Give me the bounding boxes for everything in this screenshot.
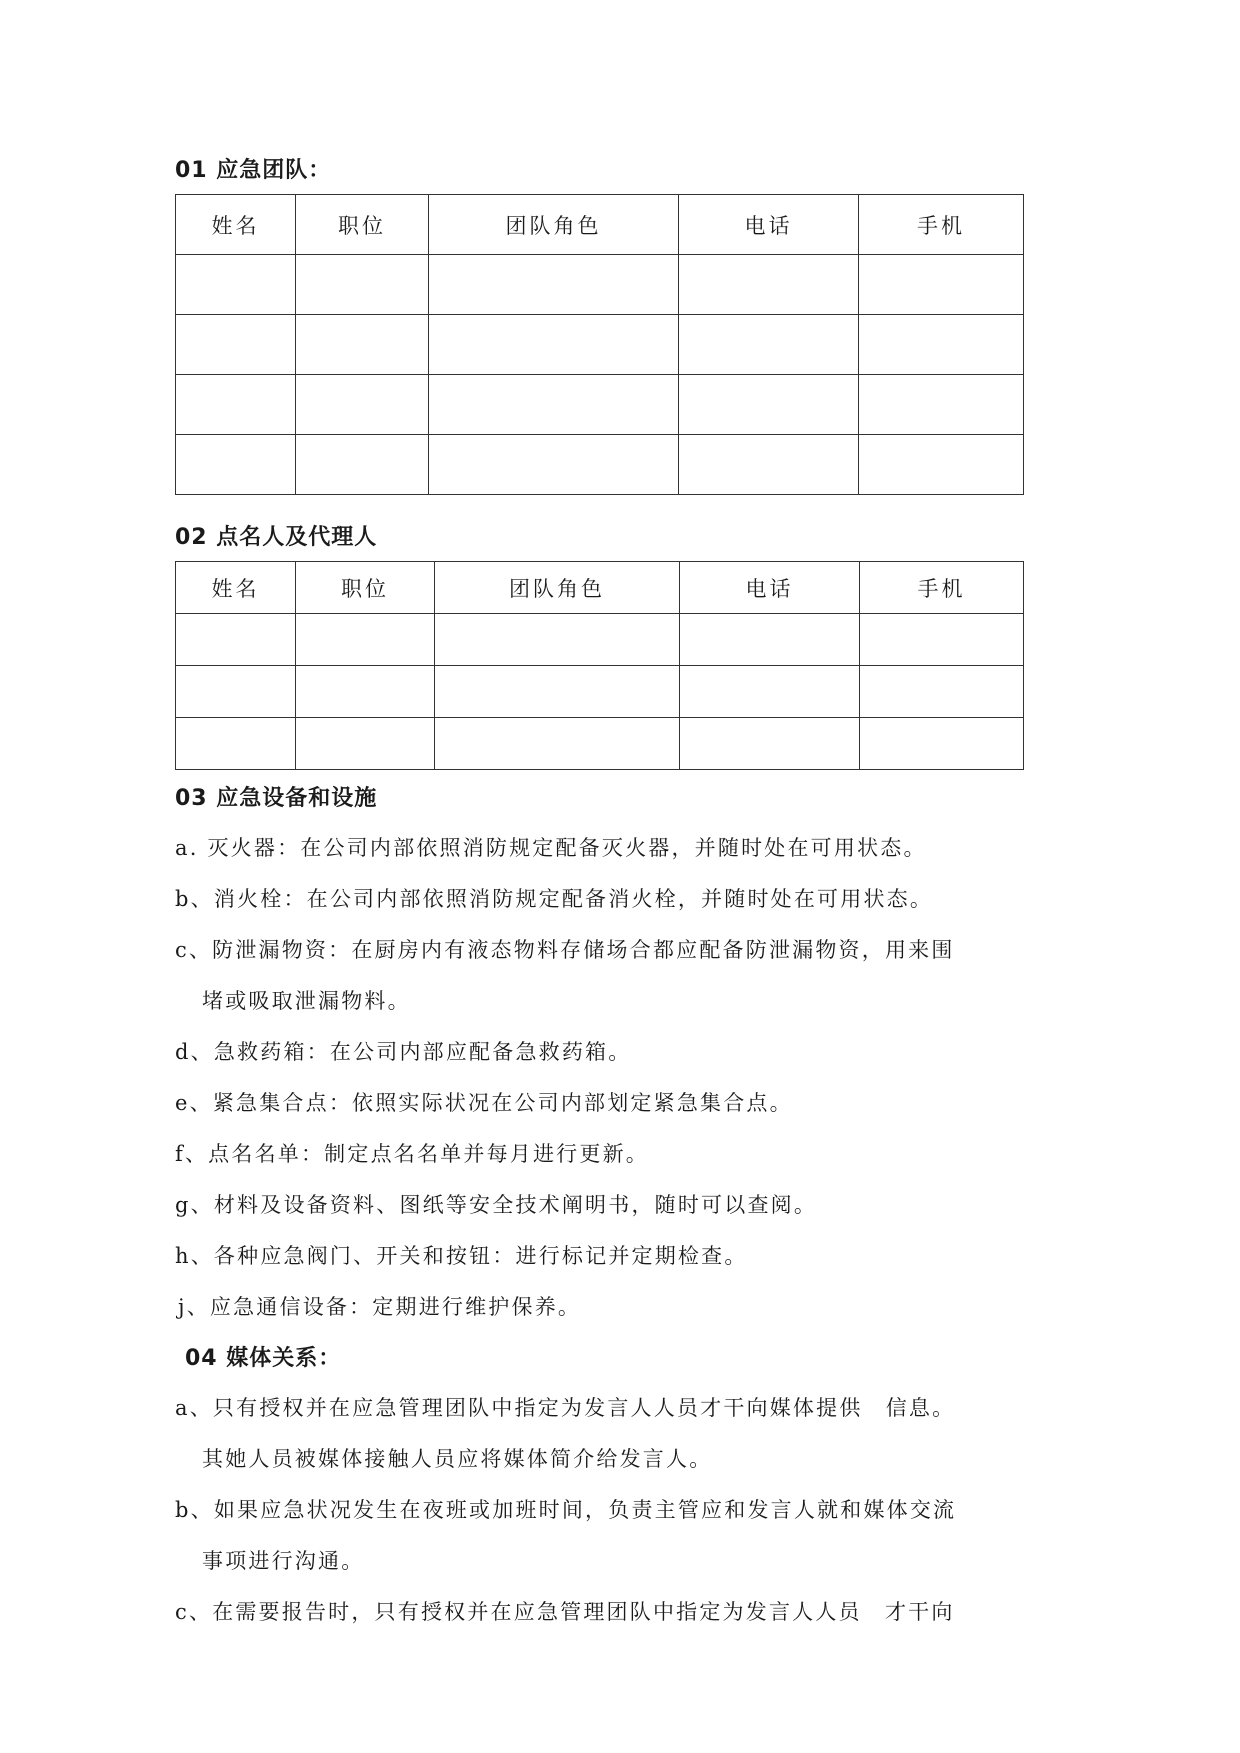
table-cell xyxy=(296,666,435,718)
header-mobile: 手机 xyxy=(860,562,1024,614)
media-item-a-cont: 其她人员被媒体接触人员应将媒体简介给发言人。 xyxy=(202,1447,713,1471)
equipment-item-c: c、防泄漏物资：在厨房内有液态物料存储场合都应配备防泄漏物资，用来围 xyxy=(175,938,955,962)
table-header-row xyxy=(176,562,1024,614)
table-cell xyxy=(435,718,680,770)
section-01-title: 01 应急团队： xyxy=(175,158,332,183)
table-cell xyxy=(429,435,679,495)
table-cell xyxy=(176,375,296,435)
table-row xyxy=(176,435,1024,495)
table-header-row xyxy=(176,195,1024,255)
table-row xyxy=(176,614,1024,666)
section-04-title: 04 媒体关系： xyxy=(185,1346,342,1371)
table-row xyxy=(176,718,1024,770)
roll-call-table xyxy=(175,561,1024,770)
header-mobile: 手机 xyxy=(859,195,1024,255)
table-cell xyxy=(296,375,429,435)
table-cell xyxy=(859,315,1024,375)
equipment-item-j: j、应急通信设备：定期进行维护保养。 xyxy=(178,1295,582,1319)
media-item-c: c、在需要报告时，只有授权并在应急管理团队中指定为发言人人员 才干向 xyxy=(175,1600,955,1624)
header-name: 姓名 xyxy=(176,195,296,255)
table-cell xyxy=(429,255,679,315)
table-cell xyxy=(296,315,429,375)
header-team-role: 团队角色 xyxy=(435,562,680,614)
media-item-b-cont: 事项进行沟通。 xyxy=(202,1549,365,1573)
equipment-item-h: h、各种应急阀门、开关和按钮：进行标记并定期检查。 xyxy=(175,1244,748,1268)
section-03-title: 03 应急设备和设施 xyxy=(175,786,378,811)
header-team-role: 团队角色 xyxy=(429,195,679,255)
table-row xyxy=(176,255,1024,315)
table-row xyxy=(176,375,1024,435)
table-cell xyxy=(680,614,860,666)
table-row xyxy=(176,315,1024,375)
table-cell xyxy=(859,375,1024,435)
table-cell xyxy=(679,255,859,315)
table-cell xyxy=(679,375,859,435)
table-cell xyxy=(429,375,679,435)
emergency-team-table xyxy=(175,194,1024,495)
table-cell xyxy=(679,315,859,375)
header-name: 姓名 xyxy=(176,562,296,614)
table-cell xyxy=(176,255,296,315)
table-cell xyxy=(176,614,296,666)
header-phone: 电话 xyxy=(679,195,859,255)
table-cell xyxy=(680,718,860,770)
table-cell xyxy=(296,255,429,315)
equipment-item-d: d、急救药箱：在公司内部应配备急救药箱。 xyxy=(175,1040,632,1064)
table-cell xyxy=(296,435,429,495)
table-cell xyxy=(679,435,859,495)
table-cell xyxy=(176,718,296,770)
table-cell xyxy=(435,614,680,666)
table-row xyxy=(176,666,1024,718)
equipment-item-e: e、紧急集合点：依照实际状况在公司内部划定紧急集合点。 xyxy=(175,1091,793,1115)
table-cell xyxy=(860,614,1024,666)
table-cell xyxy=(176,315,296,375)
table-cell xyxy=(176,435,296,495)
table-cell xyxy=(176,666,296,718)
media-item-b: b、如果应急状况发生在夜班或加班时间，负责主管应和发言人就和媒体交流 xyxy=(175,1498,957,1522)
equipment-item-g: g、材料及设备资料、图纸等安全技术阐明书，随时可以查阅。 xyxy=(175,1193,818,1217)
table-cell xyxy=(860,666,1024,718)
table-cell xyxy=(435,666,680,718)
equipment-item-b: b、消火栓：在公司内部依照消防规定配备消火栓，并随时处在可用状态。 xyxy=(175,887,934,911)
table-cell xyxy=(859,435,1024,495)
table-cell xyxy=(859,255,1024,315)
section-02-title: 02 点名人及代理人 xyxy=(175,525,378,550)
table-cell xyxy=(429,315,679,375)
table-cell xyxy=(860,718,1024,770)
table-cell xyxy=(296,614,435,666)
table-cell xyxy=(680,666,860,718)
media-item-a: a、只有授权并在应急管理团队中指定为发言人人员才干向媒体提供 信息。 xyxy=(175,1396,956,1420)
equipment-item-c-cont: 堵或吸取泄漏物料。 xyxy=(202,989,411,1013)
header-position: 职位 xyxy=(296,195,429,255)
header-position: 职位 xyxy=(296,562,435,614)
table-cell xyxy=(296,718,435,770)
equipment-item-a: a. 灭火器：在公司内部依照消防规定配备灭火器，并随时处在可用状态。 xyxy=(175,836,927,860)
equipment-item-f: f、点名名单：制定点名名单并每月进行更新。 xyxy=(175,1142,649,1166)
header-phone: 电话 xyxy=(680,562,860,614)
